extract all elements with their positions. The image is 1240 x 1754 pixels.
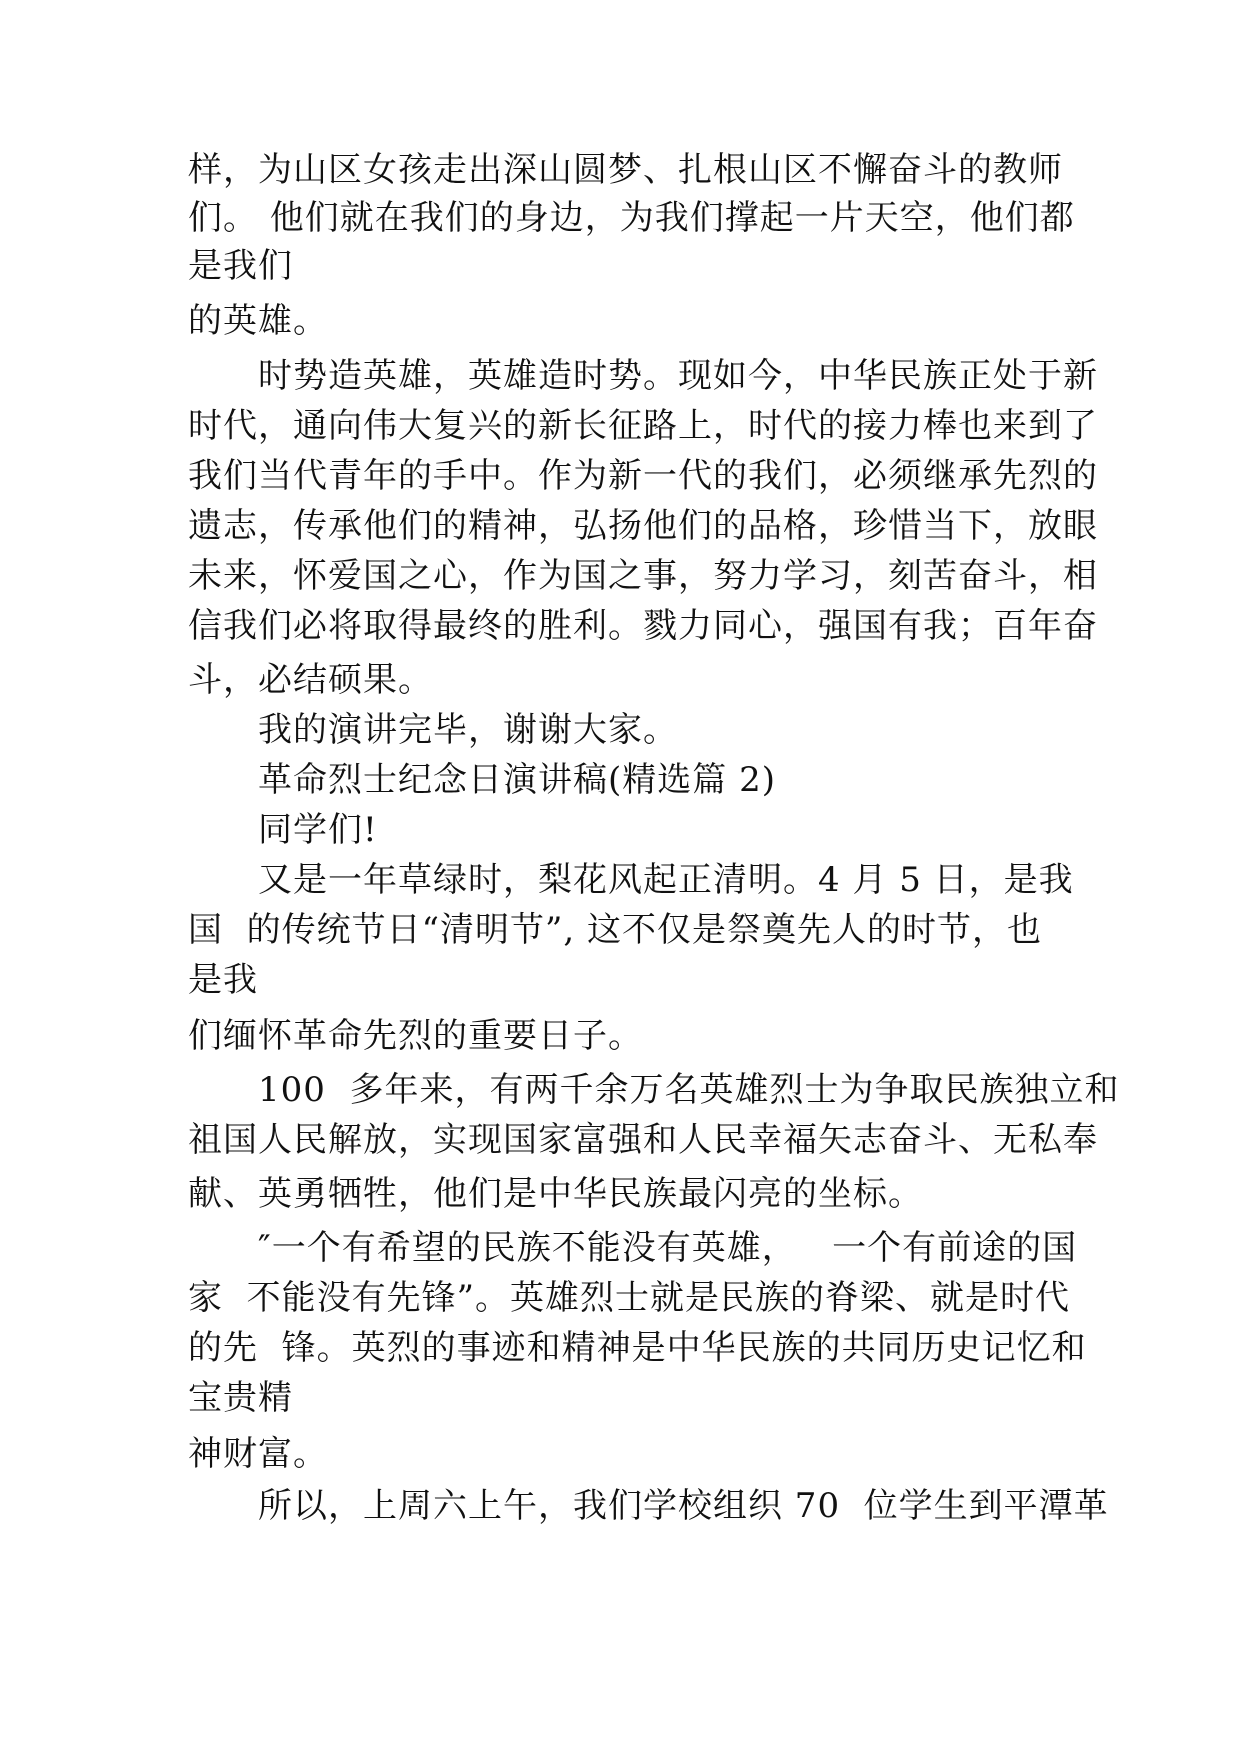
text-line: 我的演讲完毕，谢谢大家。 [258,710,678,750]
text-line: 祖国人民解放，实现国家富强和人民幸福矢志奋斗、无私奉 [188,1120,1098,1160]
text-line: 们。 他们就在我们的身边，为我们撑起一片天空，他们都 [188,198,1075,238]
text-line: 所以，上周六上午，我们学校组织 70 位学生到平潭革 [258,1486,1109,1526]
text-line: 时势造英雄，英雄造时势。现如今，中华民族正处于新 [258,356,1098,396]
text-line: 的英雄。 [188,301,328,341]
text-line: 献、英勇牺牲，他们是中华民族最闪亮的坐标。 [188,1174,923,1214]
text-line: 遗志，传承他们的精神，弘扬他们的品格，珍惜当下，放眼 [188,506,1098,546]
text-line: 斗，必结硕果。 [188,660,433,700]
text-line: 未来，怀爱国之心，作为国之事，努力学习，刻苦奋斗，相 [188,556,1098,596]
text-line: 我们当代青年的手中。作为新一代的我们，必须继承先烈的 [188,456,1098,496]
text-line: 又是一年草绿时，梨花风起正清明。4 月 5 日，是我 [258,860,1074,900]
text-line: 的先 锋。英烈的事迹和精神是中华民族的共同历史记忆和 [188,1328,1087,1368]
text-line: ″一个有希望的民族不能没有英雄， 一个有前途的国 [258,1228,1078,1268]
text-line: 样，为山区女孩走出深山圆梦、扎根山区不懈奋斗的教师 [188,150,1063,190]
text-line: 宝贵精 [188,1378,293,1418]
text-line: 信我们必将取得最终的胜利。戮力同心，强国有我；百年奋 [188,606,1098,646]
text-line: 是我 [188,960,258,1000]
text-line: 100 多年来，有两千余万名英雄烈士为争取民族独立和 [258,1070,1120,1110]
section-heading: 革命烈士纪念日演讲稿(精选篇 2) [258,760,776,800]
text-line: 是我们 [188,246,293,286]
text-line: 国 的传统节日“清明节”, 这不仅是祭奠先人的时节，也 [188,910,1042,950]
text-line: 同学们! [258,810,378,850]
text-line: 时代，通向伟大复兴的新长征路上，时代的接力棒也来到了 [188,406,1098,446]
text-line: 神财富。 [188,1434,328,1474]
text-line: 们缅怀革命先烈的重要日子。 [188,1016,643,1056]
text-line: 家 不能没有先锋”。英雄烈士就是民族的脊梁、就是时代 [188,1278,1070,1318]
